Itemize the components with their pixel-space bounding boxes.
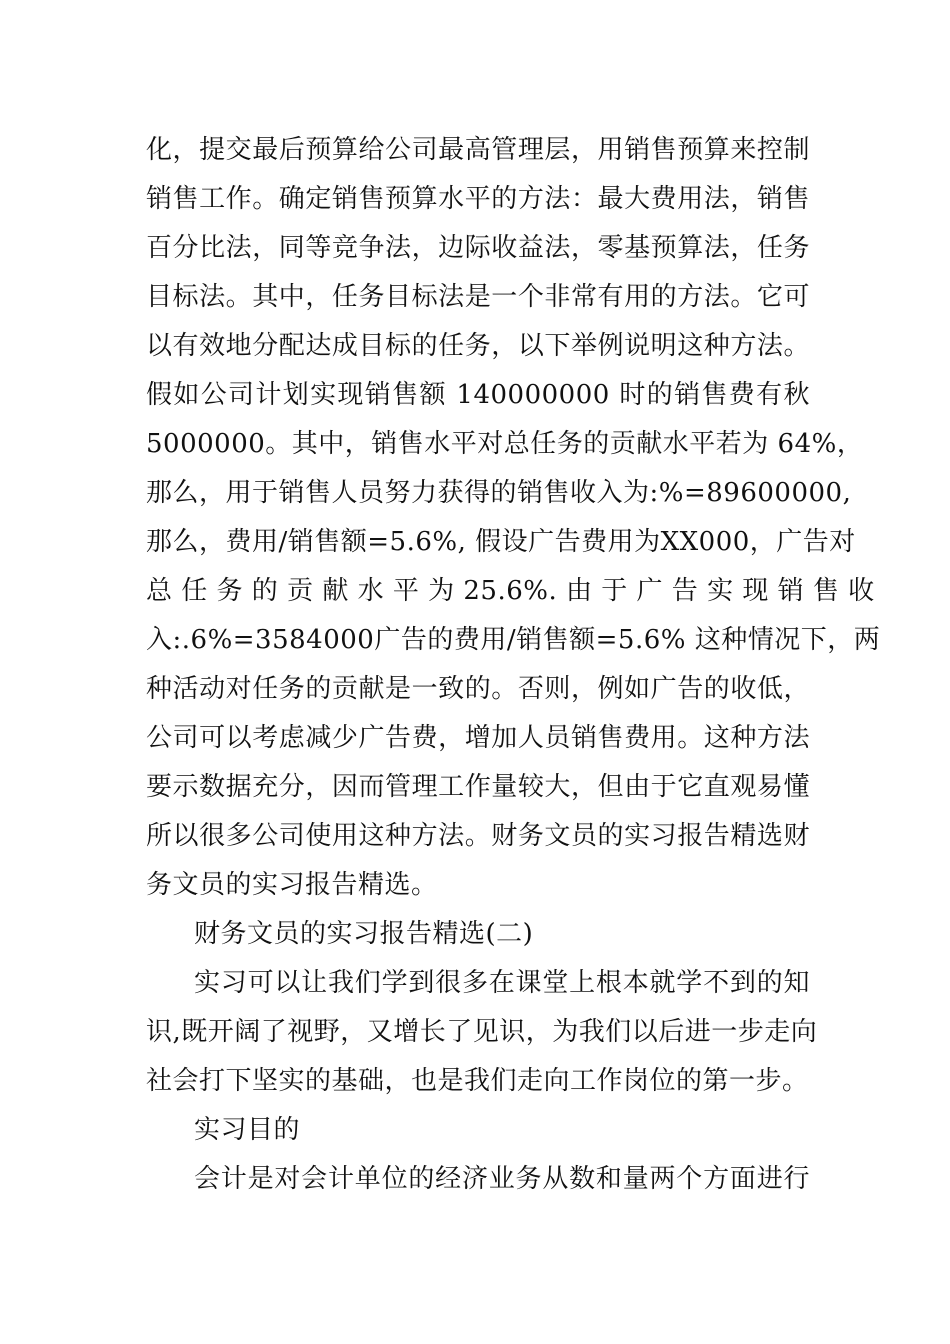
- text-line: 假如公司计划实现销售额 140000000 时的销售费有秋: [146, 380, 810, 410]
- section-heading: 财务文员的实习报告精选(二): [194, 919, 534, 949]
- text-line: 所以很多公司使用这种方法。财务文员的实习报告精选财: [146, 821, 810, 851]
- text-line: 务文员的实习报告精选。: [146, 870, 438, 900]
- text-line: 入:.6%=3584000广告的费用/销售额=5.6% 这种情况下，两: [146, 625, 881, 655]
- text-line: 会计是对会计单位的经济业务从数和量两个方面进行: [194, 1164, 810, 1194]
- text-line: 种活动对任务的贡献是一致的。否则，例如广告的收低，: [146, 674, 810, 704]
- text-line: 目标法。其中，任务目标法是一个非常有用的方法。它可: [146, 282, 810, 312]
- text-line: 百分比法，同等竞争法，边际收益法，零基预算法，任务: [146, 233, 810, 263]
- text-line: 那么，费用/销售额=5.6%, 假设广告费用为XX000，广告对: [146, 527, 856, 557]
- text-line: 社会打下坚实的基础，也是我们走向工作岗位的第一步。: [146, 1066, 809, 1096]
- text-line: 识,既开阔了视野，又增长了见识，为我们以后进一步走向: [146, 1017, 818, 1047]
- text-line: 5000000。其中，销售水平对总任务的贡献水平若为 64%，: [146, 429, 864, 459]
- text-line: 实习可以让我们学到很多在课堂上根本就学不到的知: [194, 968, 810, 998]
- section-heading: 实习目的: [194, 1115, 301, 1145]
- text-line: 销售工作。确定销售预算水平的方法：最大费用法，销售: [146, 184, 810, 214]
- text-line: 以有效地分配达成目标的任务，以下举例说明这种方法。: [146, 331, 810, 361]
- text-line: 那么，用于销售人员努力获得的销售收入为:%=89600000,: [146, 478, 852, 508]
- text-line: 总 任 务 的 贡 献 水 平 为 25.6%. 由 于 广 告 实 现 销 售 收: [146, 576, 875, 606]
- text-line: 要示数据充分，因而管理工作量较大，但由于它直观易懂: [146, 772, 810, 802]
- text-line: 公司可以考虑减少广告费，增加人员销售费用。这种方法: [146, 723, 810, 753]
- text-line: 化，提交最后预算给公司最高管理层，用销售预算来控制: [146, 135, 810, 165]
